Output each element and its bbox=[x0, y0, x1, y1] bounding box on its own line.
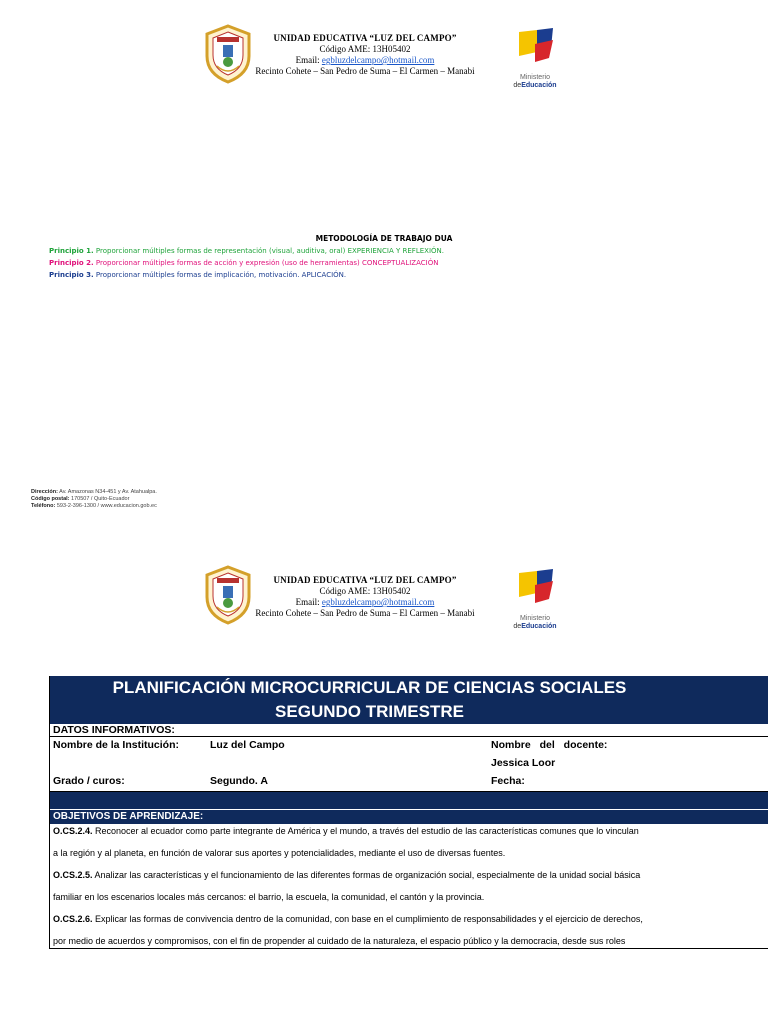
institution-row bbox=[50, 737, 768, 773]
plan-subtitle: SEGUNDO TRIMESTRE bbox=[50, 700, 768, 724]
ministry-flag-icon bbox=[505, 567, 565, 613]
objective-3: O.CS.2.6. Explicar las formas de convivencia dentro de la comunidad, con base en el cumplimiento de responsabilidades y el ejercicio de derechos, bbox=[53, 914, 643, 924]
objective-2-cont: familiar en los escenarios locales más cercanos: el barrio, la escuela, la comunidad, el cantón y la provincia. bbox=[53, 892, 485, 902]
institution-value: Luz del Campo bbox=[210, 739, 285, 751]
objectives-header: OBJETIVOS DE APRENDIZAJE: bbox=[50, 809, 768, 824]
dua-principle-1: Principio 1. Proporcionar múltiples formas de representación (visual, auditiva, oral) EXPERIENCIA Y REFLEXIÓN. bbox=[49, 247, 444, 255]
teacher-value: Jessica Loor bbox=[491, 757, 556, 769]
objective-2: O.CS.2.5. Analizar las características y el funcionamiento de las diferentes formas de organización social, especialmente de la unidad social básica bbox=[53, 870, 641, 880]
section-divider bbox=[50, 791, 768, 809]
objective-3-cont: por medio de acuerdos y compromisos, con el fin de propender al cuidado de la naturaleza, el espacio público y la democracia, desde sus roles bbox=[50, 934, 768, 949]
grade-label: Grado / curos: bbox=[53, 775, 125, 787]
planning-table bbox=[49, 676, 768, 949]
objective-1: O.CS.2.4. Reconocer al ecuador como parte integrante de América y el mundo, a través del estudio de las características comunes que lo vinculan bbox=[53, 826, 639, 836]
school-name: UNIDAD EDUCATIVA “LUZ DEL CAMPO” bbox=[273, 575, 457, 585]
teacher-label: Nombre del docente: bbox=[491, 739, 608, 751]
ministry-address: Dirección: Av. Amazonas N34-451 y Av. Atahualpa. Código postal: 170507 / Quito-Ecuador Teléfono: 593-2-396-1300 / www.educacion.gob.ec bbox=[31, 489, 157, 509]
grade-value: Segundo. A bbox=[210, 775, 268, 787]
institution-label: Nombre de la Institución: bbox=[53, 739, 180, 751]
school-emblem-logo bbox=[203, 24, 253, 84]
ministry-label-2: deEducación bbox=[513, 82, 557, 89]
ministry-label-1: Ministerio bbox=[520, 615, 550, 622]
school-code: Código AME: 13H05402 bbox=[319, 586, 411, 596]
school-header-text bbox=[250, 575, 480, 619]
dua-principle-2: Principio 2. Proporcionar múltiples formas de acción y expresión (uso de herramientas) CONCEPTUALIZACIÓN bbox=[49, 259, 439, 267]
dua-principle-3: Principio 3. Proporcionar múltiples formas de implicación, motivación. APLICACIÓN. bbox=[49, 271, 347, 279]
school-emblem-logo bbox=[203, 565, 253, 625]
school-code: Código AME: 13H05402 bbox=[319, 44, 411, 54]
school-location: Recinto Cohete – San Pedro de Suma – El Carmen – Manabi bbox=[255, 66, 475, 76]
plan-title: PLANIFICACIÓN MICROCURRICULAR DE CIENCIAS SOCIALES bbox=[50, 676, 768, 700]
dua-title: METODOLOGÍA DE TRABAJO DUA bbox=[315, 234, 453, 243]
ministry-label-2: deEducación bbox=[513, 623, 557, 630]
date-label: Fecha: bbox=[491, 775, 525, 787]
datos-row: DATOS INFORMATIVOS: bbox=[50, 724, 768, 737]
school-location: Recinto Cohete – San Pedro de Suma – El Carmen – Manabi bbox=[255, 608, 475, 618]
ministry-logo bbox=[505, 567, 565, 631]
school-email-line: Email: egbluzdelcampo@hotmail.com bbox=[295, 597, 435, 607]
grade-row bbox=[50, 773, 768, 791]
school-email-line: Email: egbluzdelcampo@hotmail.com bbox=[295, 55, 435, 65]
school-header-text bbox=[250, 33, 480, 77]
school-email-link[interactable]: egbluzdelcampo@hotmail.com bbox=[321, 597, 435, 607]
ministry-label-1: Ministerio bbox=[520, 74, 550, 81]
school-email-link[interactable]: egbluzdelcampo@hotmail.com bbox=[321, 55, 435, 65]
ministry-logo bbox=[505, 26, 565, 90]
school-name: UNIDAD EDUCATIVA “LUZ DEL CAMPO” bbox=[273, 33, 457, 43]
ministry-flag-icon bbox=[505, 26, 565, 72]
objective-1-cont: a la región y al planeta, en función de valorar sus aportes y potencialidades, mediante el uso de diversas fuentes. bbox=[53, 848, 506, 858]
